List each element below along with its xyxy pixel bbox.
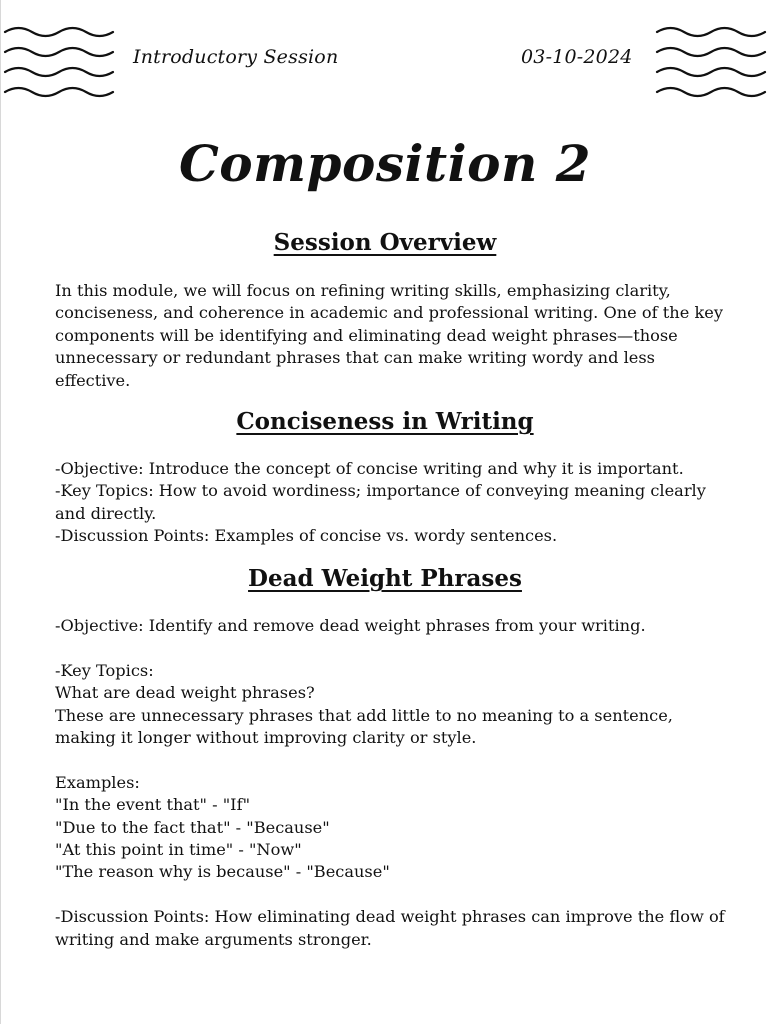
section-heading-dead-weight-text: Dead Weight Phrases — [248, 565, 522, 592]
wavy-lines-icon — [3, 24, 115, 100]
dead-weight-discussion: -Discussion Points: How eliminating dead weight phrases can improve the flow of writing and make arguments stronger. — [55, 907, 725, 949]
section-heading-overview-text: Session Overview — [273, 229, 497, 256]
dead-weight-examples-label: Examples: — [55, 772, 140, 792]
example-item: "Due to the fact that" - "Because" — [55, 817, 330, 837]
section-heading-overview — [1, 228, 768, 258]
section-heading-conciseness-text: Conciseness in Writing — [236, 408, 534, 435]
wavy-lines-icon — [655, 24, 767, 100]
conciseness-objective: -Objective: Introduce the concept of concise writing and why it is important. — [55, 459, 684, 478]
spacer — [55, 884, 727, 906]
example-item: "The reason why is because" - "Because" — [55, 862, 390, 882]
dead-weight-question: What are dead weight phrases? — [55, 683, 315, 703]
conciseness-discussion: -Discussion Points: Examples of concise vs. wordy sentences. — [55, 526, 558, 546]
dead-weight-block — [55, 615, 727, 951]
conciseness-key-topics: -Key Topics: How to avoid wordiness; importance of conveying meaning clearly and directly. — [55, 481, 706, 523]
section-heading-conciseness — [1, 407, 768, 437]
dead-weight-objective: -Objective: Identify and remove dead weight phrases from your writing. — [55, 616, 646, 635]
overview-paragraph: In this module, we will focus on refining writing skills, emphasizing clarity, conciseness, and coherence in academic and professional writing. One of the key components will be identifying and eliminating dead weight phrases—those unnecessary or redundant phrases that can make writing wordy and less effective. — [55, 281, 723, 390]
dead-weight-definition: These are unnecessary phrases that add little to no meaning to a sentence, making it longer without improving clarity or style. — [55, 705, 673, 748]
example-item: "In the event that" - "If" — [55, 795, 251, 815]
session-date: 03-10-2024 — [521, 46, 633, 68]
conciseness-block — [55, 458, 727, 548]
dead-weight-key-topics-label: -Key Topics: — [55, 660, 154, 680]
spacer — [55, 637, 727, 659]
session-label: Introductory Session — [133, 46, 339, 68]
section-heading-dead-weight — [1, 564, 768, 594]
spacer — [55, 749, 727, 771]
example-item: "At this point in time" - "Now" — [55, 840, 302, 860]
page-title: Composition 2 — [179, 134, 591, 193]
